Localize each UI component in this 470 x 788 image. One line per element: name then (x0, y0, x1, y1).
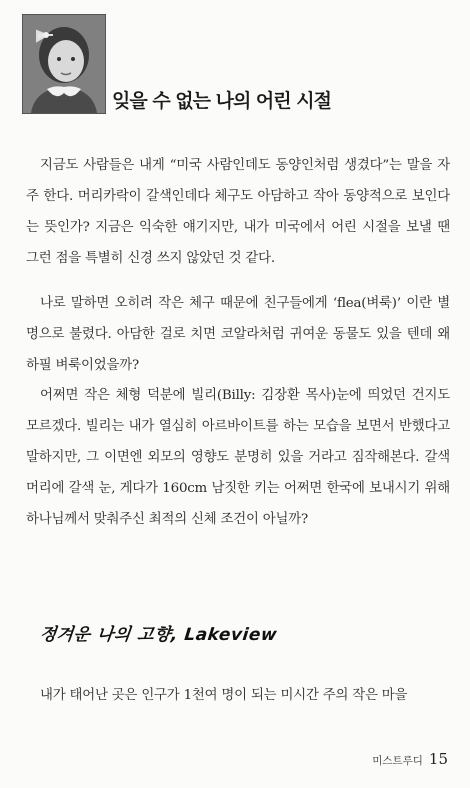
running-footer-title: 미스트루디 (372, 755, 423, 767)
chapter-title: 잊을 수 없는 나의 어린 시절 (112, 90, 331, 112)
paragraph-4: 내가 태어난 곳은 인구가 1천여 명이 되는 미시간 주의 작은 마을 (40, 688, 408, 703)
paragraph-3: 어쩌면 작은 체형 덕분에 빌리(Billy: 김장환 목사)눈에 띄었던 건지도 모르겠다. 빌리는 내가 열심히 아르바이트를 하는 모습을 보면서 반했다고 말하지만, 그 이면엔 외모의 영향도 분명히 있을 거라고 짐작해본다. 갈색 머리에 갈색 눈, 게다가 160cm 남짓한 키는 어쩌면 한국에 보내시기 위해 하나님께서 맞춰주신 최적의 신체 조건이 아닐까? (26, 388, 450, 527)
girl-portrait-image (23, 15, 105, 113)
childhood-photo (22, 14, 106, 114)
section-heading: 정겨운 나의 고향, Lakeview (38, 625, 279, 645)
paragraph-2: 나로 말하면 오히려 작은 체구 때문에 친구들에게 ‘flea(벼룩)’ 이란 별명으로 불렸다. 아담한 걸로 치면 코알라처럼 귀여운 동물도 있을 텐데 왜 하필 벼룩이었을까? (26, 296, 450, 373)
page-number: 15 (428, 750, 448, 768)
page-footer (372, 750, 448, 768)
paragraph-1: 지금도 사람들은 내게 “미국 사람인데도 동양인처럼 생겼다”는 말을 자주 한다. 머리카락이 갈색인데다 체구도 아담하고 작아 동양적으로 보인다는 뜻인가? 지금은 익숙한 얘기지만, 내가 미국에서 어린 시절을 보낼 땐 그런 점을 특별히 신경 쓰지 않았던 것 같다. (26, 158, 450, 266)
